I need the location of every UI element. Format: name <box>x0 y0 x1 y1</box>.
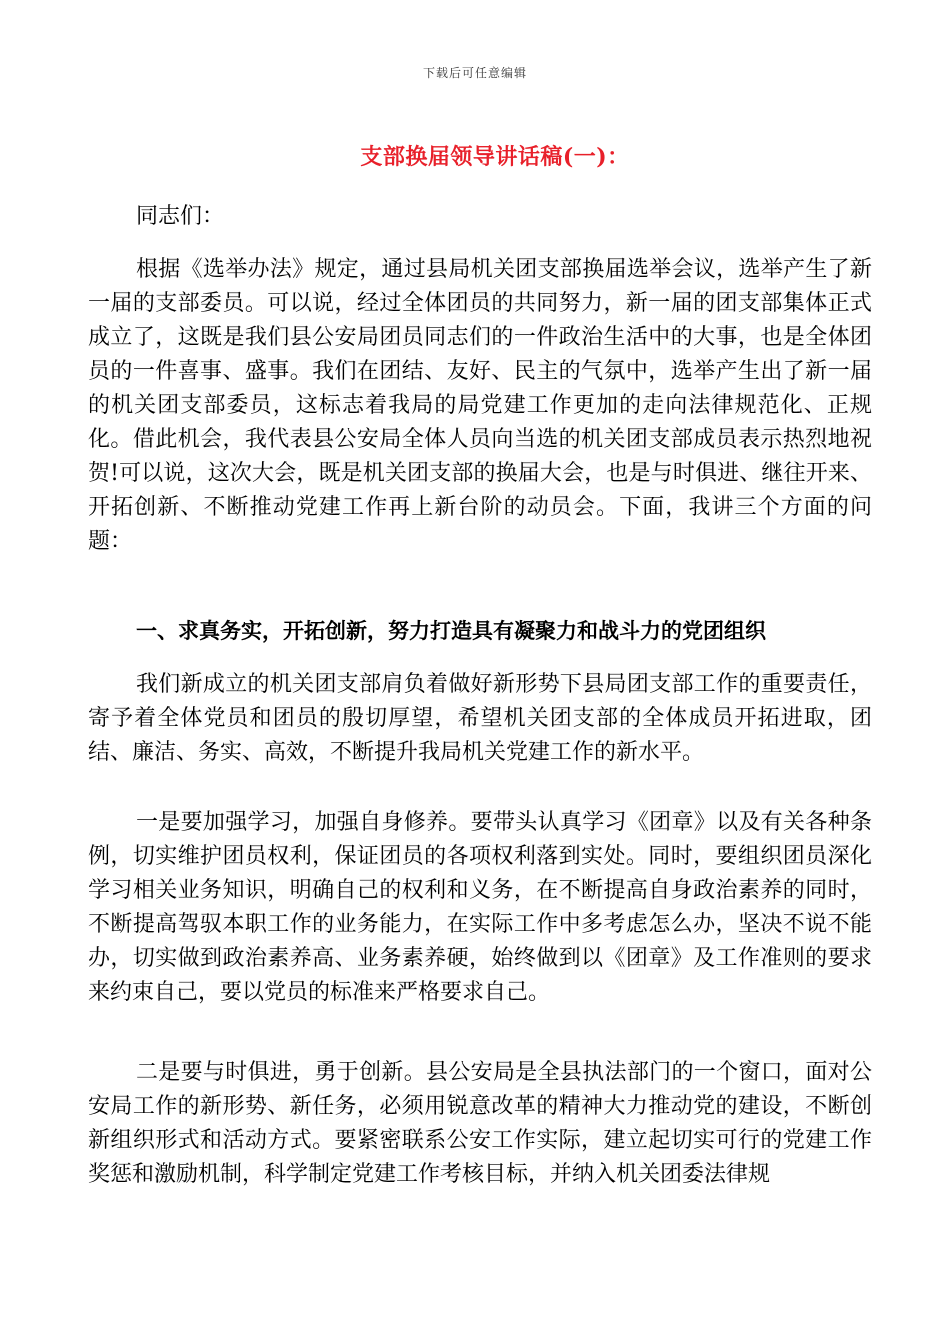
header-note: 下载后可任意编辑 <box>422 66 527 80</box>
paragraph-4: 二是要与时俱进，勇于创新。县公安局是全县执法部门的一个窗口，面对公安局工作的新形势、新任务，必须用锐意改革的精神大力推动党的建设，不断创新组织形式和活动方式。要紧密联系公安工作实际，建立起切实可行的党建工作奖惩和激励机制，科学制定党建工作考核目标，并纳入机关团委法律规 <box>88 1060 872 1187</box>
salutation: 同志们： <box>136 204 225 229</box>
paragraph-1: 根据《选举办法》规定，通过县局机关团支部换届选举会议，选举产生了新一届的支部委员。可以说，经过全体团员的共同努力，新一届的团支部集体正式成立了，这既是我们县公安局团员同志们的一件政治生活中的大事，也是全体团员的一件喜事、盛事。我们在团结、友好、民主的气氛中，选举产生出了新一届的机关团支部委员，这标志着我局的局党建工作更加的走向法律规范化、正规化。借此机会，我代表县公安局全体人员向当选的机关团支部成员表示热烈地祝贺!可以说，这次大会，既是机关团支部的换届大会，也是与时俱进、继往开来、开拓创新、不断推动党建工作再上新台阶的动员会。下面，我讲三个方面的问题： <box>88 257 872 554</box>
section-heading-1: 一、求真务实，开拓创新，努力打造具有凝聚力和战斗力的党团组织 <box>136 618 766 643</box>
paragraph-3: 一是要加强学习，加强自身修养。要带头认真学习《团章》以及有关各种条例，切实维护团员权利，保证团员的各项权利落到实处。同时，要组织团员深化学习相关业务知识，明确自己的权利和义务，在不断提高自身政治素养的同时，不断提高驾驭本职工作的业务能力，在实际工作中多考虑怎么办，坚决不说不能办，切实做到政治素养高、业务素养硬，始终做到以《团章》及工作准则的要求来约束自己，要以党员的标准来严格要求自己。 <box>88 810 872 1005</box>
document-title: 支部换届领导讲话稿(一)： <box>360 144 630 170</box>
paragraph-2: 我们新成立的机关团支部肩负着做好新形势下县局团支部工作的重要责任，寄予着全体党员和团员的殷切厚望，希望机关团支部的全体成员开拓进取，团结、廉洁、务实、高效，不断提升我局机关党建工作的新水平。 <box>88 672 872 765</box>
